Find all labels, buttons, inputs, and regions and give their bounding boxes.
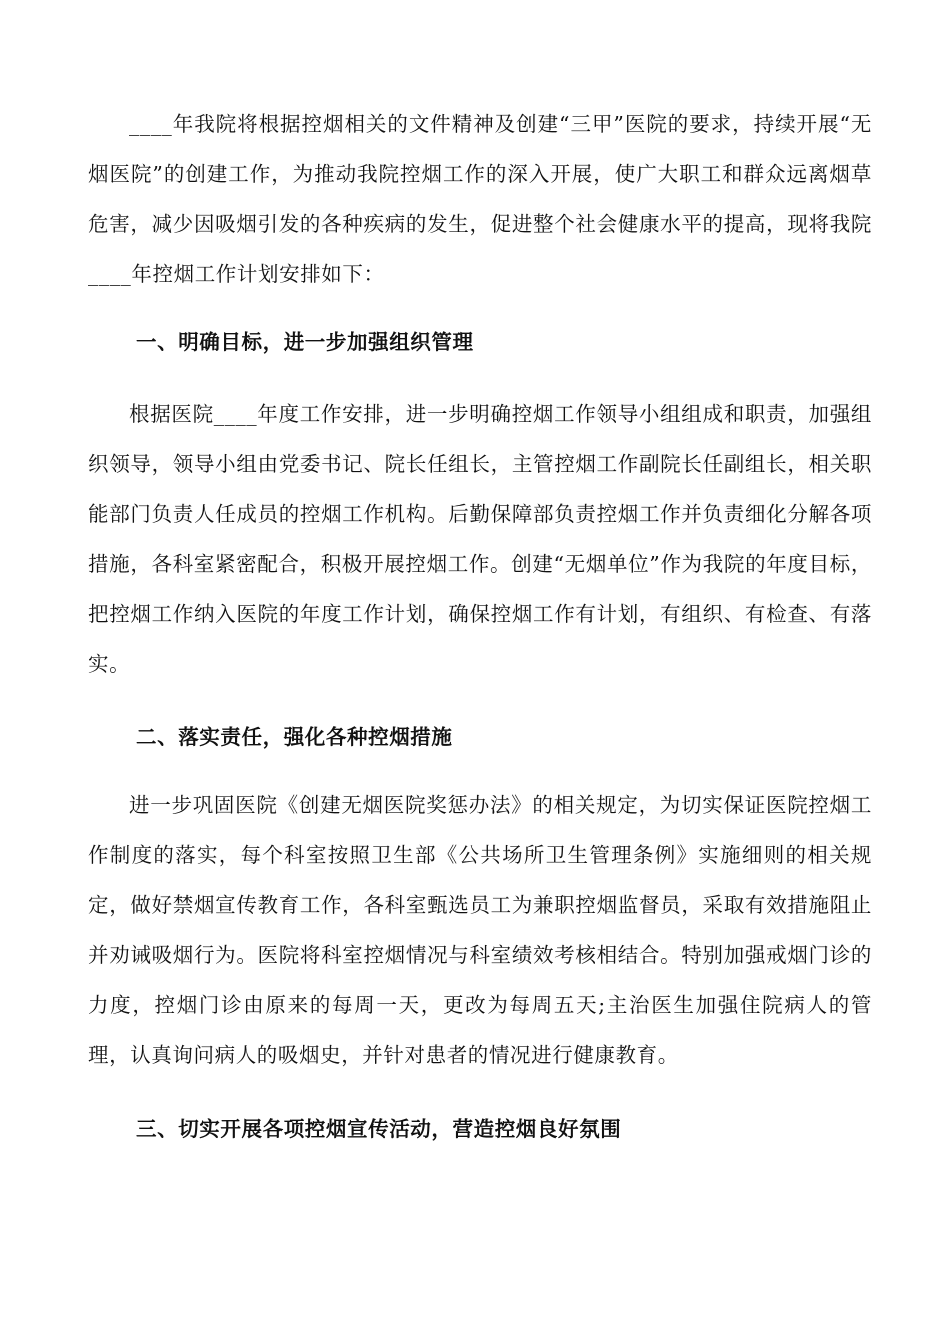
section-heading-2: 二、落实责任，强化各种控烟措施	[136, 725, 453, 749]
intro-paragraph: ____年我院将根据控烟相关的文件精神及创建“三甲”医院的要求，持续开展“无烟医院”的创建工作，为推动我院控烟工作的深入开展，使广大职工和群众远离烟草危害，减少因吸烟引发的各种疾病的发生，促进整个社会健康水平的提高，现将我院____年控烟工作计划安排如下：	[88, 112, 872, 286]
section-2-paragraph: 进一步巩固医院《创建无烟医院奖惩办法》的相关规定，为切实保证医院控烟工作制度的落实，每个科室按照卫生部《公共场所卫生管理条例》实施细则的相关规定，做好禁烟宣传教育工作，各科室甄选员工为兼职控烟监督员，采取有效措施阻止并劝诫吸烟行为。医院将科室控烟情况与科室绩效考核相结合。特别加强戒烟门诊的力度，控烟门诊由原来的每周一天，更改为每周五天;主治医生加强住院病人的管理，认真询问病人的吸烟史，并针对患者的情况进行健康教育。	[88, 793, 872, 1067]
section-heading-3: 三、切实开展各项控烟宣传活动，营造控烟良好氛围	[136, 1117, 622, 1141]
section-heading-1: 一、明确目标，进一步加强组织管理	[136, 330, 474, 354]
section-1-paragraph: 根据医院____年度工作安排，进一步明确控烟工作领导小组组成和职责，加强组织领导，领导小组由党委书记、院长任组长，主管控烟工作副院长任副组长，相关职能部门负责人任成员的控烟工作机构。后勤保障部负责控烟工作并负责细化分解各项措施，各科室紧密配合，积极开展控烟工作。创建“无烟单位”作为我院的年度目标，把控烟工作纳入医院的年度工作计划，确保控烟工作有计划，有组织、有检查、有落实。	[88, 402, 872, 676]
